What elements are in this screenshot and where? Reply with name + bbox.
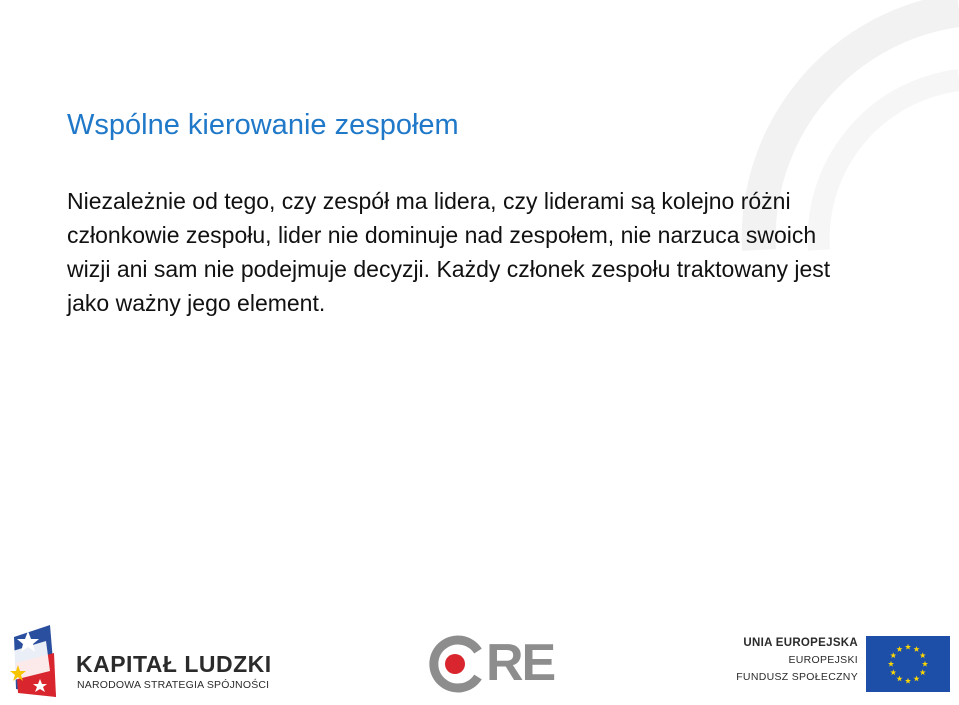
eu-line-1: UNIA EUROPEJSKA	[743, 637, 858, 649]
kapital-ludzki-logo	[6, 623, 296, 699]
kapital-ludzki-title: KAPITAŁ LUDZKI	[76, 651, 272, 677]
footer-logos	[0, 605, 959, 705]
eu-flag-icon	[866, 636, 950, 692]
eu-logo	[736, 635, 954, 697]
slide-title: Wspólne kierowanie zespołem	[67, 109, 459, 141]
kapital-ludzki-flag-icon	[6, 623, 66, 699]
eu-line-3: FUNDUSZ SPOŁECZNY	[736, 671, 858, 683]
eu-text-block	[736, 637, 858, 683]
eu-line-2: EUROPEJSKI	[788, 654, 858, 666]
ore-ring-icon	[426, 635, 484, 693]
ore-text: RE	[486, 634, 555, 692]
ore-logo	[426, 633, 556, 693]
kapital-ludzki-subtitle: NARODOWA STRATEGIA SPÓJNOŚCI	[77, 679, 270, 691]
slide-body-text: Niezależnie od tego, czy zespół ma lidera, czy liderami są kolejno różni członkowie zespołu, lider nie dominuje nad zespołem, nie narzuca swoich wizji ani sam nie podejmuje decyzji. Każdy członek zespołu traktowany jest jako ważny jego element.	[67, 188, 831, 316]
